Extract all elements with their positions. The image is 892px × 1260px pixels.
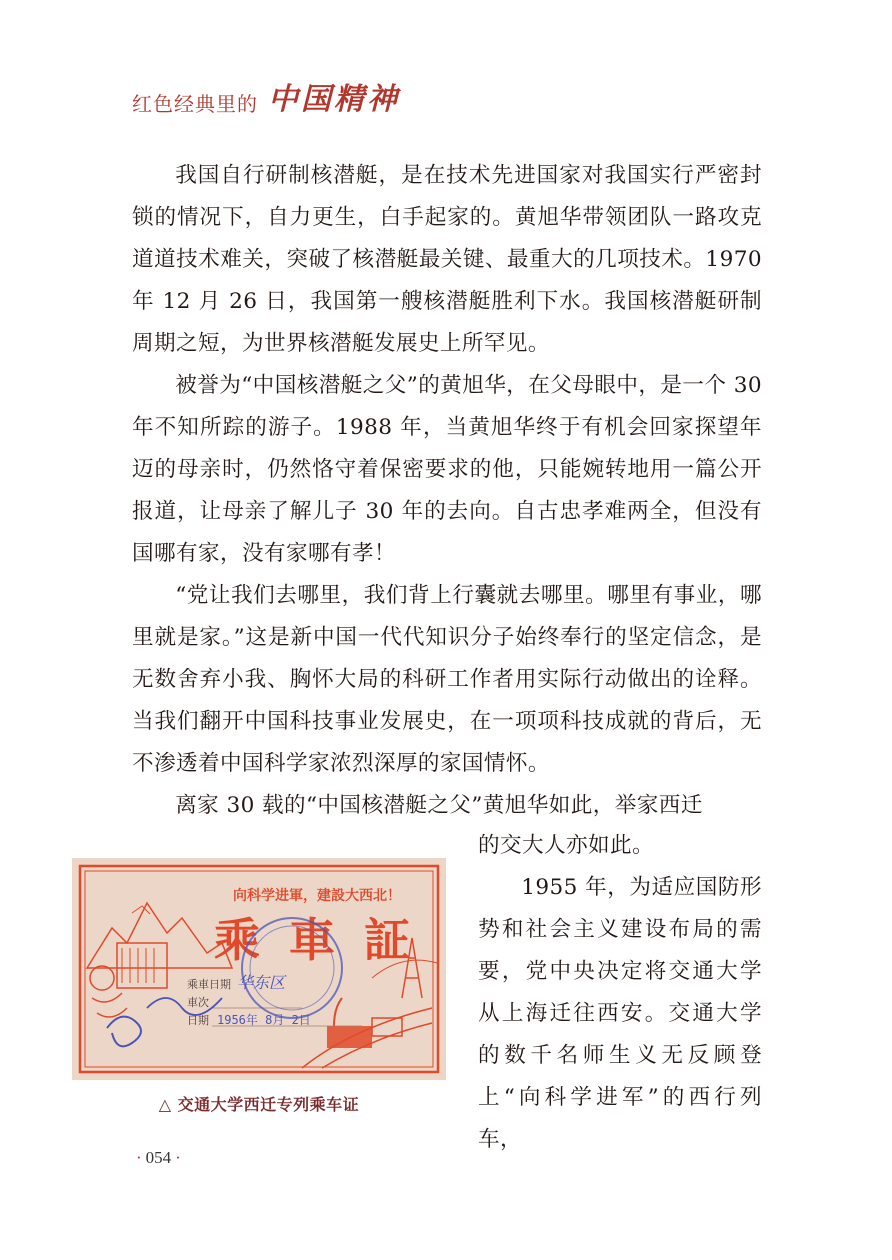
paragraph: 1955 年，为适应国防形势和社会主义建设布局的需要，党中央决定将交通大学从上海迁往西安。交通大学的数千名师生义无反顾登上“向科学进军”的西行列车， [478, 875, 762, 1152]
ticket-date: 1956年 8月 2日 [217, 1013, 311, 1027]
page-number [132, 1148, 185, 1168]
ticket-field-label: 車次 [187, 996, 209, 1009]
page-number-dot-right-icon: · [175, 1148, 181, 1167]
ticket-title-char: 乘 [214, 913, 260, 967]
ticket-title-char: 証 [364, 913, 410, 967]
paragraph: 被誉为“中国核潜艇之父”的黄旭华，在父母眼中，是一个 30 年不知所踪的游子。1988 年，当黄旭华终于有机会回家探望年迈的母亲时，仍然恪守着保密要求的他，只能婉转地用一篇公开报道，让母亲了解儿子 30 年的去向。自古忠孝难两全，但没有国哪有家，没有家哪有孝！ [132, 373, 762, 566]
ticket-stamp-text: 华东区 [237, 973, 286, 992]
side-text [478, 825, 762, 1161]
page-number-value: 054 [145, 1148, 172, 1167]
ticket-field-label: 日期 [187, 1014, 209, 1027]
series-calligraphy-title: 中国精神 [268, 82, 400, 117]
ticket-slogan: 向科学进軍，建設大西北！ [233, 888, 401, 904]
paragraph: 离家 30 载的“中国核潜艇之父”黄旭华如此，举家西迁 [175, 793, 703, 818]
ticket-title-char: 車 [289, 913, 335, 967]
running-header [132, 78, 400, 118]
paragraph: “党让我们去哪里，我们背上行囊就去哪里。哪里有事业，哪里就是家。”这是新中国一代代知识分子始终奉行的坚定信念，是无数舍弃小我、胸怀大局的科研工作者用实际行动做出的诠释。当我们翻开中国科技事业发展史，在一项项科技成就的背后，无不渗透着中国科学家浓烈深厚的家国情怀。 [132, 583, 762, 776]
ticket-photo [72, 858, 446, 1080]
page-number-dot-left-icon: · [136, 1148, 142, 1167]
series-title: 红色经典里的 [132, 92, 258, 116]
paragraph: 我国自行研制核潜艇，是在技术先进国家对我国实行严密封锁的情况下，自力更生，白手起家的。黄旭华带领团队一路攻克道道技术难关，突破了核潜艇最关键、最重大的几项技术。1970 年 12 月 26 日，我国第一艘核潜艇胜利下水。我国核潜艇研制周期之短，为世界核潜艇发展史上所罕见。 [132, 163, 762, 356]
ticket-field-label: 乘車日期 [187, 978, 231, 991]
paragraph-continuation: 的交大人亦如此。 [478, 833, 654, 858]
main-text [132, 155, 762, 827]
photo-caption: △ 交通大学西迁专列乘车证 [158, 1095, 360, 1114]
